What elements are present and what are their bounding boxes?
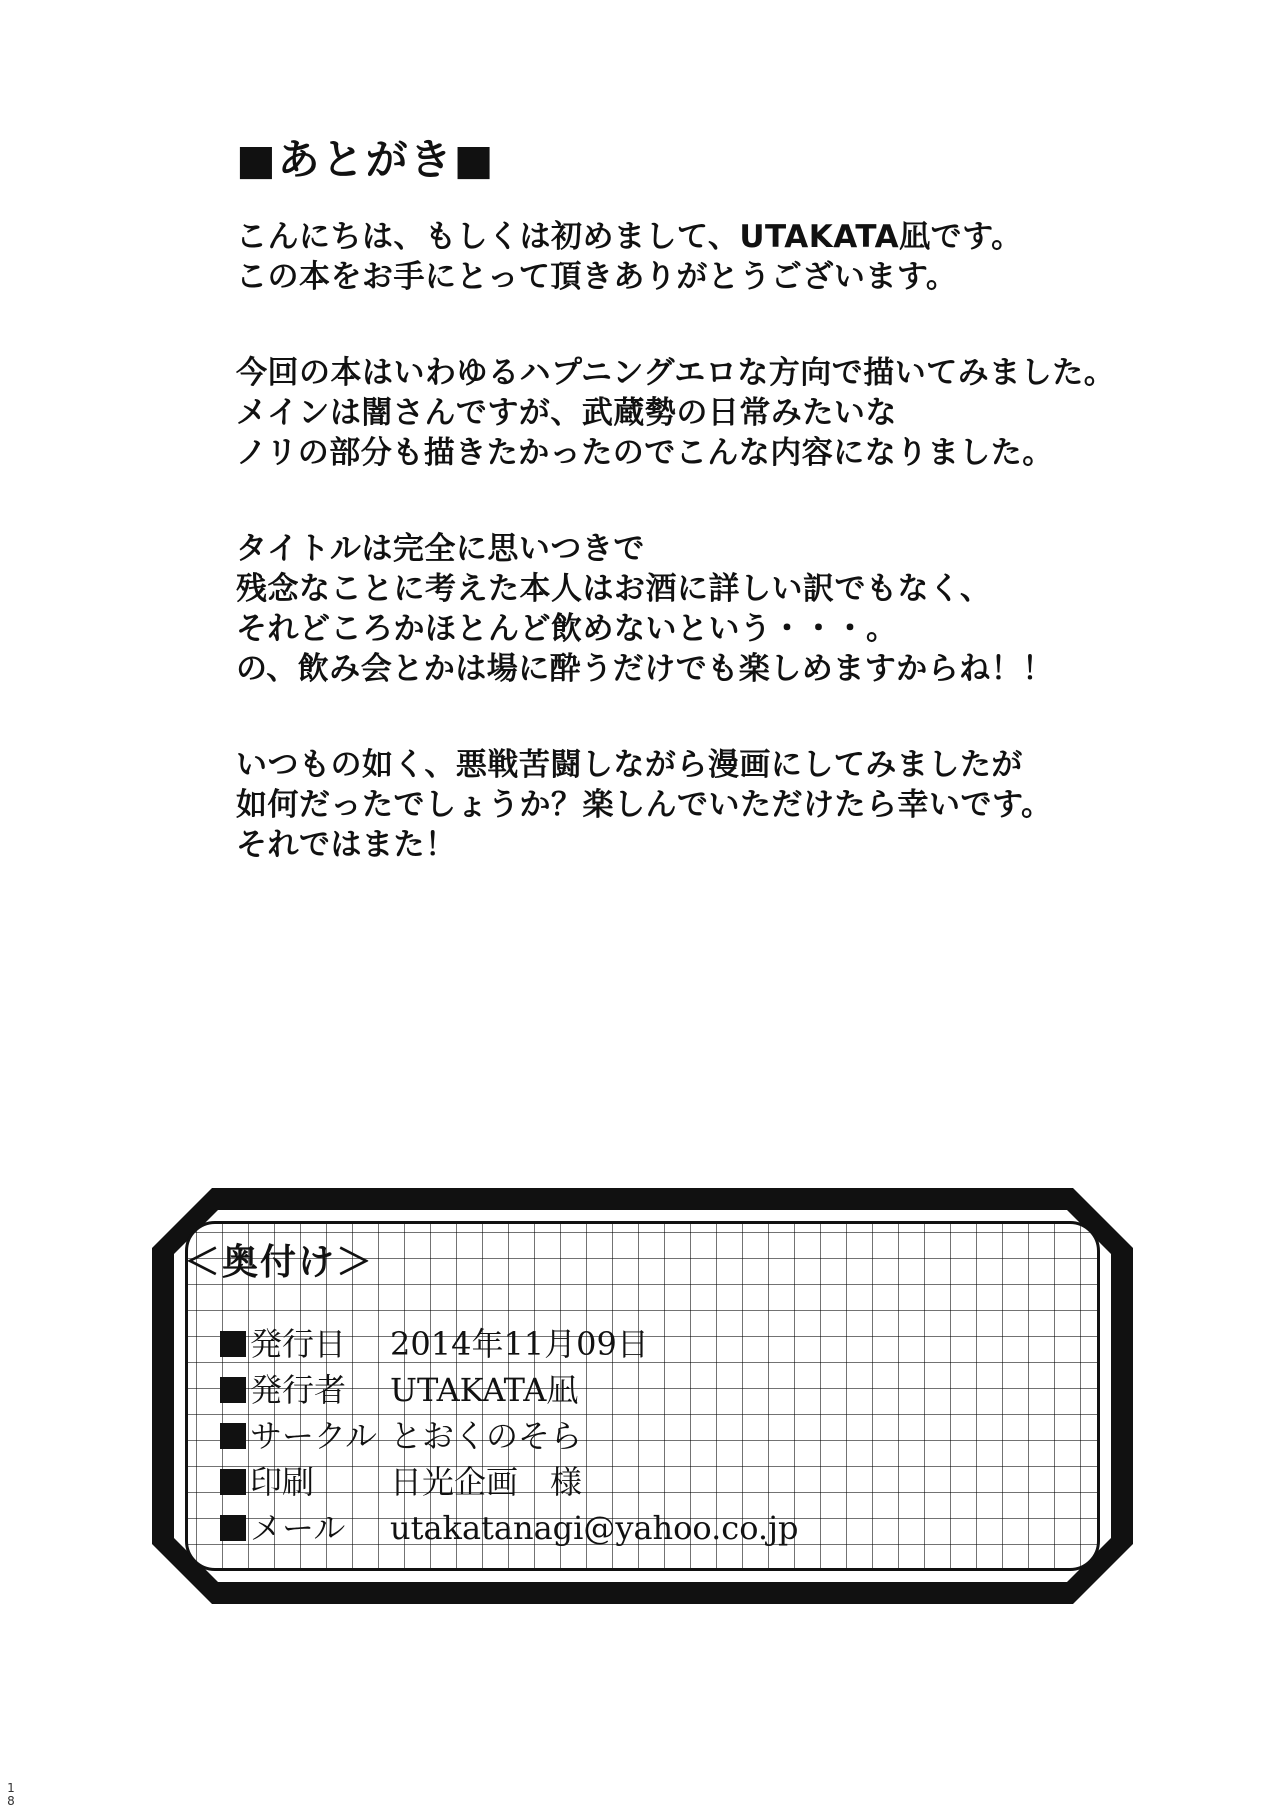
afterword-line: こんにちは、もしくは初めまして、UTAKATA凪です。	[236, 219, 1023, 255]
colophon-row-publisher	[220, 1371, 798, 1409]
colophon-row-publish-date	[220, 1325, 798, 1363]
colophon-value: 日光企画 様	[390, 1463, 583, 1501]
afterword-line: いつもの如く、悪戦苦闘しながら漫画にしてみましたが	[236, 747, 1023, 783]
square-bullet-icon	[220, 1331, 246, 1357]
colophon-label: 発行者	[250, 1371, 347, 1409]
afterword-line: タイトルは完全に思いつきで	[236, 531, 645, 567]
colophon-label: 印刷	[250, 1463, 315, 1501]
colophon-value: UTAKATA凪	[390, 1371, 579, 1409]
colophon-list	[220, 1325, 798, 1555]
afterword-paragraph	[236, 353, 1236, 473]
afterword-section	[236, 135, 1236, 921]
afterword-line: 今回の本はいわゆるハプニングエロな方向で描いてみました。	[236, 355, 1116, 391]
colophon-row-circle	[220, 1417, 798, 1455]
page-number: 18	[7, 1781, 15, 1808]
afterword-line: この本をお手にとって頂きありがとうございます。	[236, 259, 958, 295]
afterword-paragraph	[236, 529, 1236, 689]
afterword-line: ノリの部分も描きたかったのでこんな内容になりました。	[236, 435, 1054, 471]
afterword-line: 残念なことに考えた本人はお酒に詳しい訳でもなく、	[236, 571, 992, 607]
colophon-label: 発行日	[250, 1325, 347, 1363]
afterword-paragraph	[236, 745, 1236, 865]
square-bullet-icon	[220, 1423, 246, 1449]
afterword-paragraph	[236, 217, 1236, 297]
afterword-line: の、飲み会とかは場に酔うだけでも楽しめますからね！！	[236, 651, 1054, 687]
afterword-line: メインは闇さんですが、武蔵勢の日常みたいな	[236, 395, 897, 431]
colophon-email-value: utakatanagi@yahoo.co.jp	[390, 1509, 799, 1547]
colophon-row-email	[220, 1509, 798, 1547]
afterword-line: 如何だったでしょうか？楽しんでいただけたら幸いです。	[236, 787, 1053, 823]
afterword-title: ■あとがき■	[236, 135, 496, 184]
colophon-label: メール	[250, 1509, 346, 1547]
colophon-value: 2014年11月09日	[390, 1325, 649, 1363]
square-bullet-icon	[220, 1515, 246, 1541]
colophon-row-printer	[220, 1463, 798, 1501]
square-bullet-icon	[220, 1469, 246, 1495]
afterword-line: それどころかほとんど飲めないという・・・。	[236, 611, 898, 647]
colophon-title: ＜奥付け＞	[184, 1241, 375, 1283]
square-bullet-icon	[220, 1377, 246, 1403]
afterword-line: それではまた！	[236, 827, 457, 863]
colophon-label: サークル	[250, 1417, 378, 1455]
colophon-value: とおくのそら	[390, 1417, 583, 1455]
